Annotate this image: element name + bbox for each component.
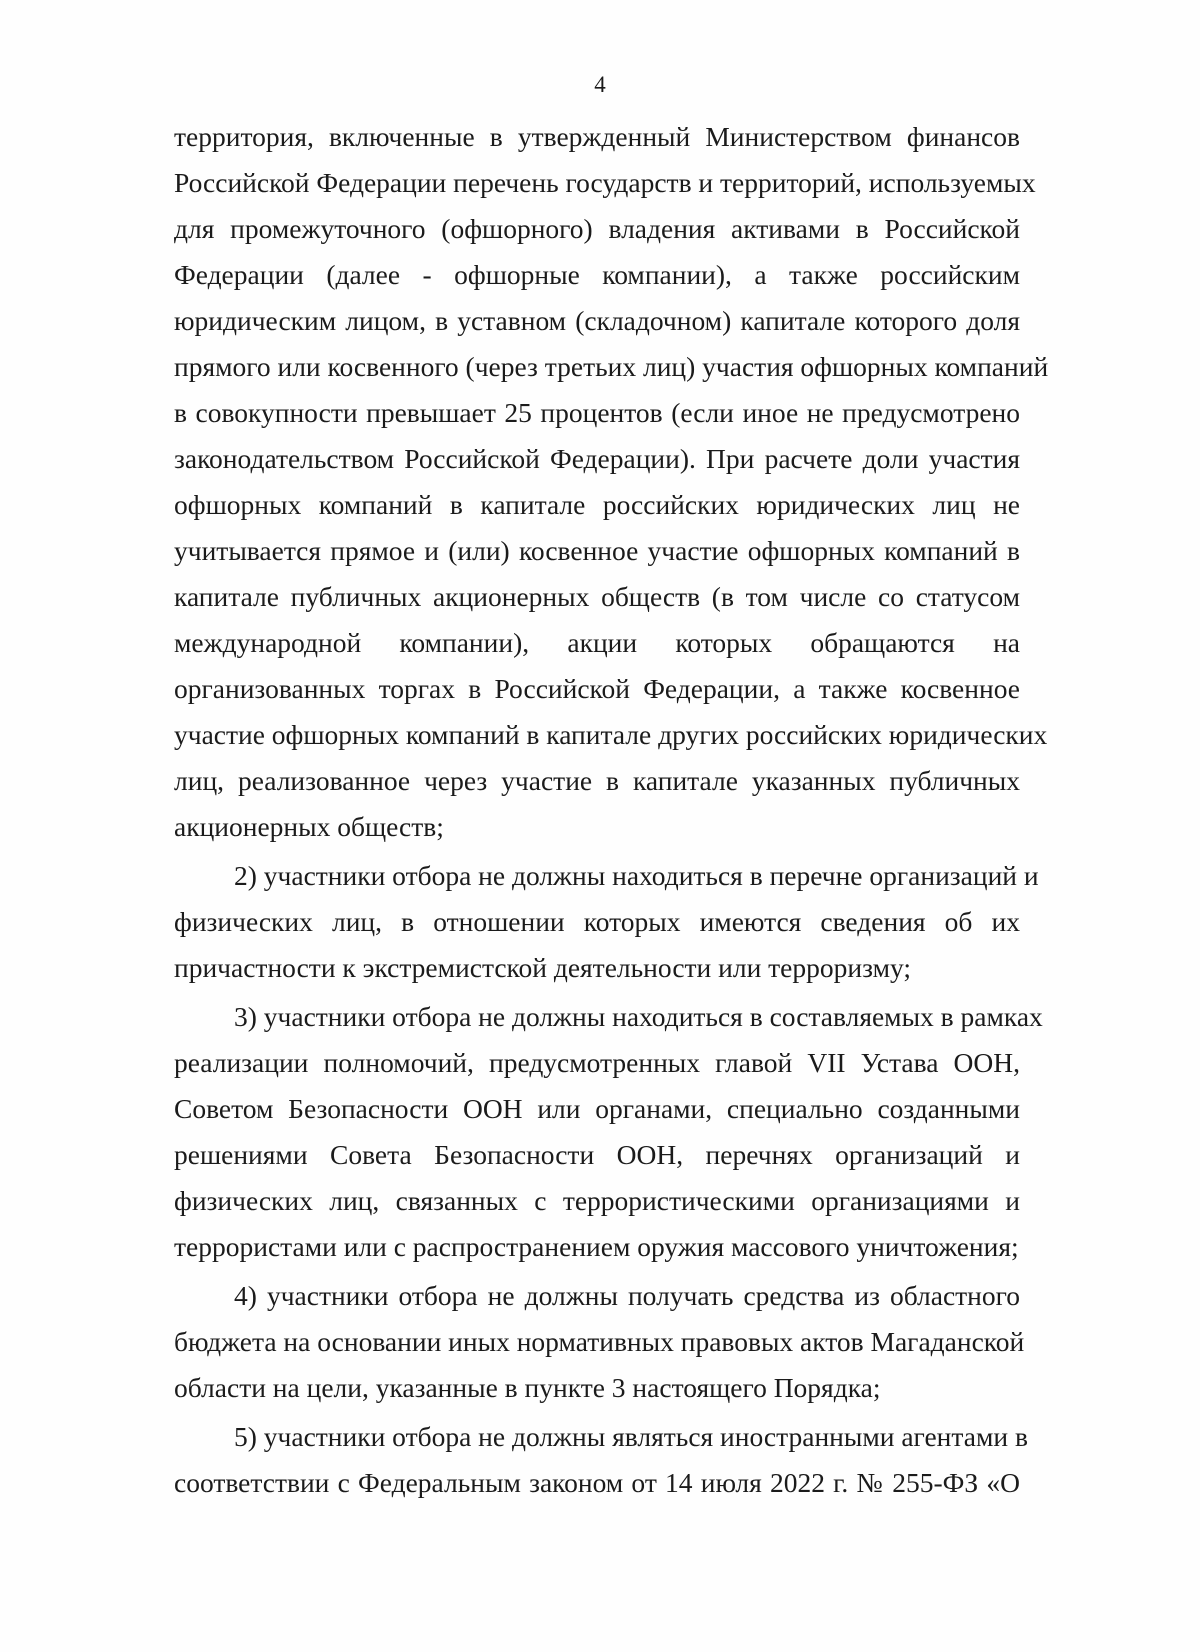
text-line: физических лиц, в отношении которых имеются сведения об их [174,906,1020,937]
text-line: офшорных компаний в капитале российских юридических лиц не [174,489,1020,520]
text-line: реализации полномочий, предусмотренных главой VII Устава ООН, [174,1047,1020,1078]
paragraph-offshore-continuation [174,114,1049,850]
text-line: прямого или косвенного (через третьих лиц) участия офшорных компаний [174,351,1049,382]
text-line: участие офшорных компаний в капитале других российских юридических [174,719,1048,750]
text-line: 5) участники отбора не должны являться иностранными агентами в [234,1421,1028,1452]
text-line: 2) участники отбора не должны находиться в перечне организаций и [234,860,1039,891]
text-line: Федерации (далее - офшорные компании), а также российским [174,259,1020,290]
text-line: международной компании), акции которых обращаются на [174,627,1020,658]
text-line: 3) участники отбора не должны находиться в составляемых в рамках [234,1001,1043,1032]
text-line: 4) участники отбора не должны получать средства из областного [234,1280,1020,1311]
text-line: учитывается прямое и (или) косвенное участие офшорных компаний в [174,535,1020,566]
text-line: террористами или с распространением оружия массового уничтожения; [174,1231,1019,1262]
text-line: организованных торгах в Российской Федерации, а также косвенное [174,673,1020,704]
text-line: в совокупности превышает 25 процентов (если иное не предусмотрено [174,397,1020,428]
text-line: соответствии с Федеральным законом от 14 июля 2022 г. № 255-ФЗ «О [174,1467,1020,1498]
text-line: для промежуточного (офшорного) владения активами в Российской [174,213,1020,244]
text-line: законодательством Российской Федерации). При расчете доли участия [174,443,1020,474]
text-line: области на цели, указанные в пункте 3 настоящего Порядка; [174,1372,881,1403]
text-line: решениями Совета Безопасности ООН, перечнях организаций и [174,1139,1020,1170]
text-line: причастности к экстремистской деятельности или терроризму; [174,952,912,983]
text-line: физических лиц, связанных с террористическими организациями и [174,1185,1020,1216]
text-line: территория, включенные в утвержденный Министерством финансов [174,121,1020,152]
paragraph-item-3 [174,994,1043,1270]
text-line: юридическим лицом, в уставном (складочном) капитале которого доля [174,305,1020,336]
paragraph-item-5 [174,1414,1028,1506]
page-number: 4 [594,72,606,97]
paragraph-item-4 [174,1273,1025,1411]
text-line: капитале публичных акционерных обществ (в том числе со статусом [174,581,1020,612]
paragraph-item-2 [174,853,1039,991]
text-line: акционерных обществ; [174,811,444,842]
text-line: Российской Федерации перечень государств и территорий, используемых [174,167,1036,198]
text-line: лиц, реализованное через участие в капитале указанных публичных [174,765,1020,796]
document-body [174,114,1049,1506]
text-line: бюджета на основании иных нормативных правовых актов Магаданской [174,1326,1025,1357]
text-line: Советом Безопасности ООН или органами, специально созданными [174,1093,1020,1124]
